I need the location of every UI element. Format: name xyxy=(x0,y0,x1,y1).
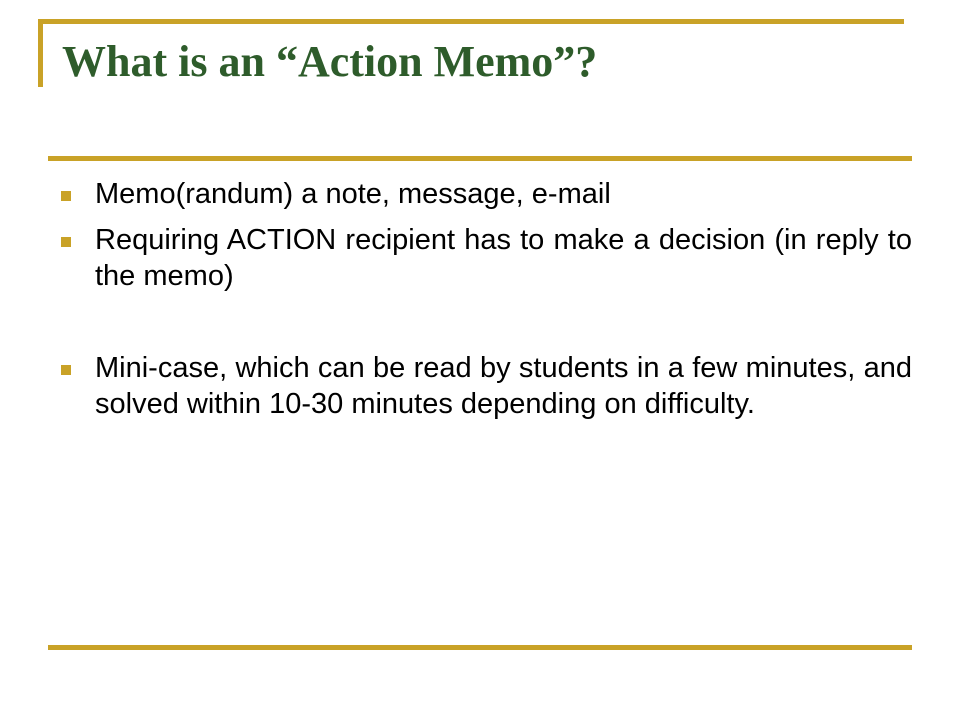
bullet-item xyxy=(56,222,912,294)
square-bullet-icon xyxy=(61,191,71,201)
bullet-text: Memo(randum) a note, message, e-mail xyxy=(95,178,611,210)
bullet-list xyxy=(56,176,912,432)
bullet-item xyxy=(56,350,912,422)
bullet-text: Mini-case, which can be read by students in a few minutes, and solved within 10-30 minutes depending on difficulty. xyxy=(95,352,912,420)
title-frame-top-border xyxy=(38,19,904,24)
bullet-item xyxy=(56,176,912,212)
bullet-text: Requiring ACTION recipient has to make a decision (in reply to the memo) xyxy=(95,224,912,292)
square-bullet-icon xyxy=(61,237,71,247)
square-bullet-icon xyxy=(61,365,71,375)
divider-upper xyxy=(48,156,912,161)
title-frame-left-border xyxy=(38,19,43,87)
slide-title: What is an “Action Memo”? xyxy=(62,37,598,86)
divider-lower xyxy=(48,645,912,650)
